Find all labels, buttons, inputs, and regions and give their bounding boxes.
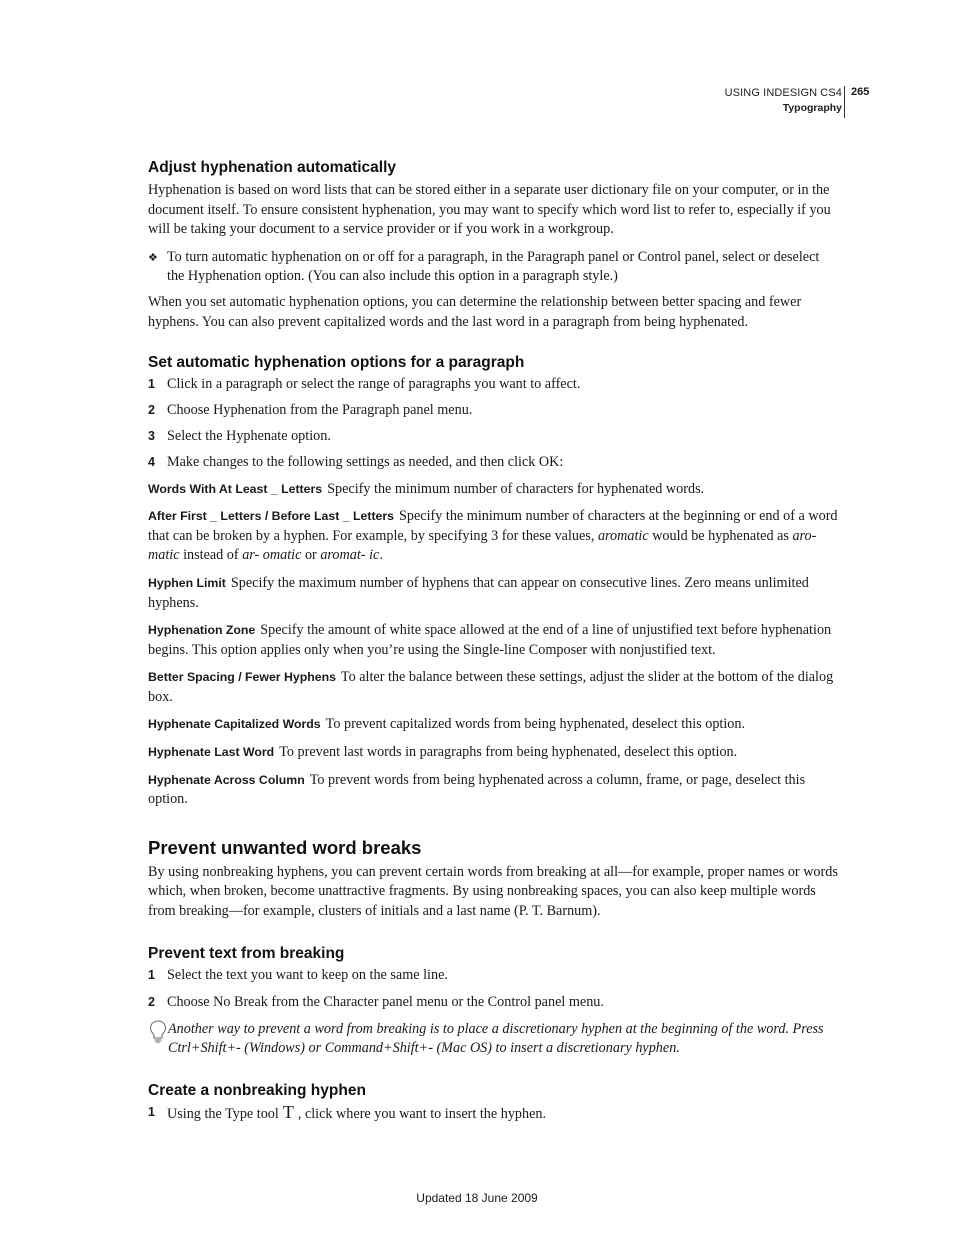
header-divider [844,86,845,118]
def-text: or [301,547,321,564]
def-hyphenate-last [148,743,840,763]
running-header [725,87,842,114]
step-2 [148,993,840,1013]
type-tool-icon: T [282,1102,294,1122]
step-number: 4 [148,454,155,469]
step-text: Choose Hyphenation from the Paragraph panel menu. [167,401,473,418]
heading-prevent-text-breaking: Prevent text from breaking [148,944,345,962]
def-text: . [379,547,383,564]
step-number: 2 [148,402,155,417]
heading-nonbreaking-hyphen: Create a nonbreaking hyphen [148,1082,366,1099]
page-number: 265 [851,86,870,98]
def-text: Specify the amount of white space allowed at the end of a line of unjustified text before hyphenation begins. This option applies only when you’re using the Single-line Composer with nonjustified text. [148,622,832,658]
bullet-text: To turn automatic hyphenation on or off for a paragraph, in the Paragraph panel or Control panel, select or deselect the Hyphenation option. (You can also include this option in a paragraph style.) [167,248,820,285]
step-number: 1 [148,1105,155,1119]
heading-prevent-word-breaks: Prevent unwanted word breaks [148,836,422,858]
step-number: 2 [148,995,155,1010]
heading-set-options: Set automatic hyphenation options for a paragraph [148,354,525,372]
bullet-item [148,248,840,287]
def-words-with [148,480,840,500]
def-term: Hyphen Limit [148,575,226,590]
def-term: Words With At Least _ Letters [148,481,323,496]
def-after-first [148,507,840,566]
def-hyphen-limit [148,574,840,613]
step-text: Select the text you want to keep on the same line. [167,966,448,983]
example-word: ar- omatic [242,547,302,564]
def-better-spacing [148,668,840,707]
step-1 [148,966,840,986]
step-text: Using the Type tool [167,1106,279,1122]
def-hyphenate-across [148,771,840,810]
def-term: Better Spacing / Fewer Hyphens [148,670,336,685]
step-3 [148,427,840,447]
step-number: 3 [148,429,155,444]
def-term: Hyphenate Across Column [148,772,305,787]
step-number: 1 [148,967,155,982]
page-footer: Updated 18 June 2009 [416,1191,538,1205]
def-text: To prevent last words in paragraphs from being hyphenated, deselect this option. [279,744,738,761]
def-term: Hyphenate Last Word [148,745,275,760]
def-text: would be hyphenated as [648,527,793,544]
def-text: To prevent capitalized words from being hyphenated, deselect this option. [325,716,746,733]
product-name: USING INDESIGN CS4 [724,87,842,99]
step-text: , click where you want to insert the hyphen. [297,1106,547,1122]
def-term: Hyphenation Zone [148,623,256,638]
adjust-intro: Hyphenation is based on word lists that can be stored either in a separate user dictionary file on your computer, or in the document itself. To ensure consistent hyphenation, you may want to specify which word list to refer to, especially if you will be taking your document to a service provider or if you work in a workgroup. [148,182,831,238]
step-text: Select the Hyphenate option. [167,428,331,445]
def-hyphenate-caps [148,715,840,735]
example-word: aromatic [597,527,649,544]
def-term: Hyphenate Capitalized Words [148,717,321,732]
step-2 [148,401,840,421]
tip-note [148,1020,840,1059]
lightbulb-icon [148,1018,168,1046]
adjust-para2: When you set automatic hyphenation options, you can determine the relationship between better spacing and fewer hyphens. You can also prevent capitalized words and the last word in a paragraph from being hyphenated. [148,293,802,330]
def-text: Specify the minimum number of characters for hyphenated words. [327,480,705,497]
def-term: After First _ Letters / Before Last _ Letters [148,509,395,524]
def-hyphenation-zone [148,621,840,660]
section-name: Typography [782,102,842,114]
step-number: 1 [148,377,155,392]
def-text: instead of [179,547,243,564]
step-text: Click in a paragraph or select the range of paragraphs you want to affect. [167,376,581,393]
heading-adjust-hyphenation: Adjust hyphenation automatically [148,159,397,176]
step-text: Make changes to the following settings as needed, and then click OK: [167,453,564,470]
def-text: To alter the balance between these settings, adjust the slider at the bottom of the dialog box. [148,669,834,705]
def-text: To prevent words from being hyphenated across a column, frame, or page, deselect this option. [148,771,806,808]
tip-text: Another way to prevent a word from breaking is to place a discretionary hyphen at the beginning of the word. Press Ctrl+Shift+- (Windows) or Command+Shift+- (Mac OS) to insert a discretionary hyphen. [168,1020,824,1057]
step-4 [148,453,840,473]
def-text: Specify the minimum number of characters at the beginning or end of a word that can be broken by a hyphen. For example, by specifying 3 for these values, [148,508,838,544]
example-word: aro- matic [148,527,817,564]
example-word: aromat- ic [320,547,380,564]
step-text: Choose No Break from the Character panel menu or the Control panel menu. [167,994,604,1011]
step-1 [148,375,840,395]
def-text: Specify the maximum number of hyphens that can appear on consecutive lines. Zero means unlimited hyphens. [148,574,809,611]
prevent-intro: By using nonbreaking hyphens, you can prevent certain words from breaking at all—for example, proper names or words which, when broken, become unattractive fragments. By using nonbreaking spaces, you can also keep multiple words from breaking—for example, clusters of initials and a last name (P. T. Barnum). [148,863,838,920]
page-body [148,158,840,1125]
diamond-bullet-icon: ❖ [148,250,158,264]
step-1 [148,1103,840,1125]
